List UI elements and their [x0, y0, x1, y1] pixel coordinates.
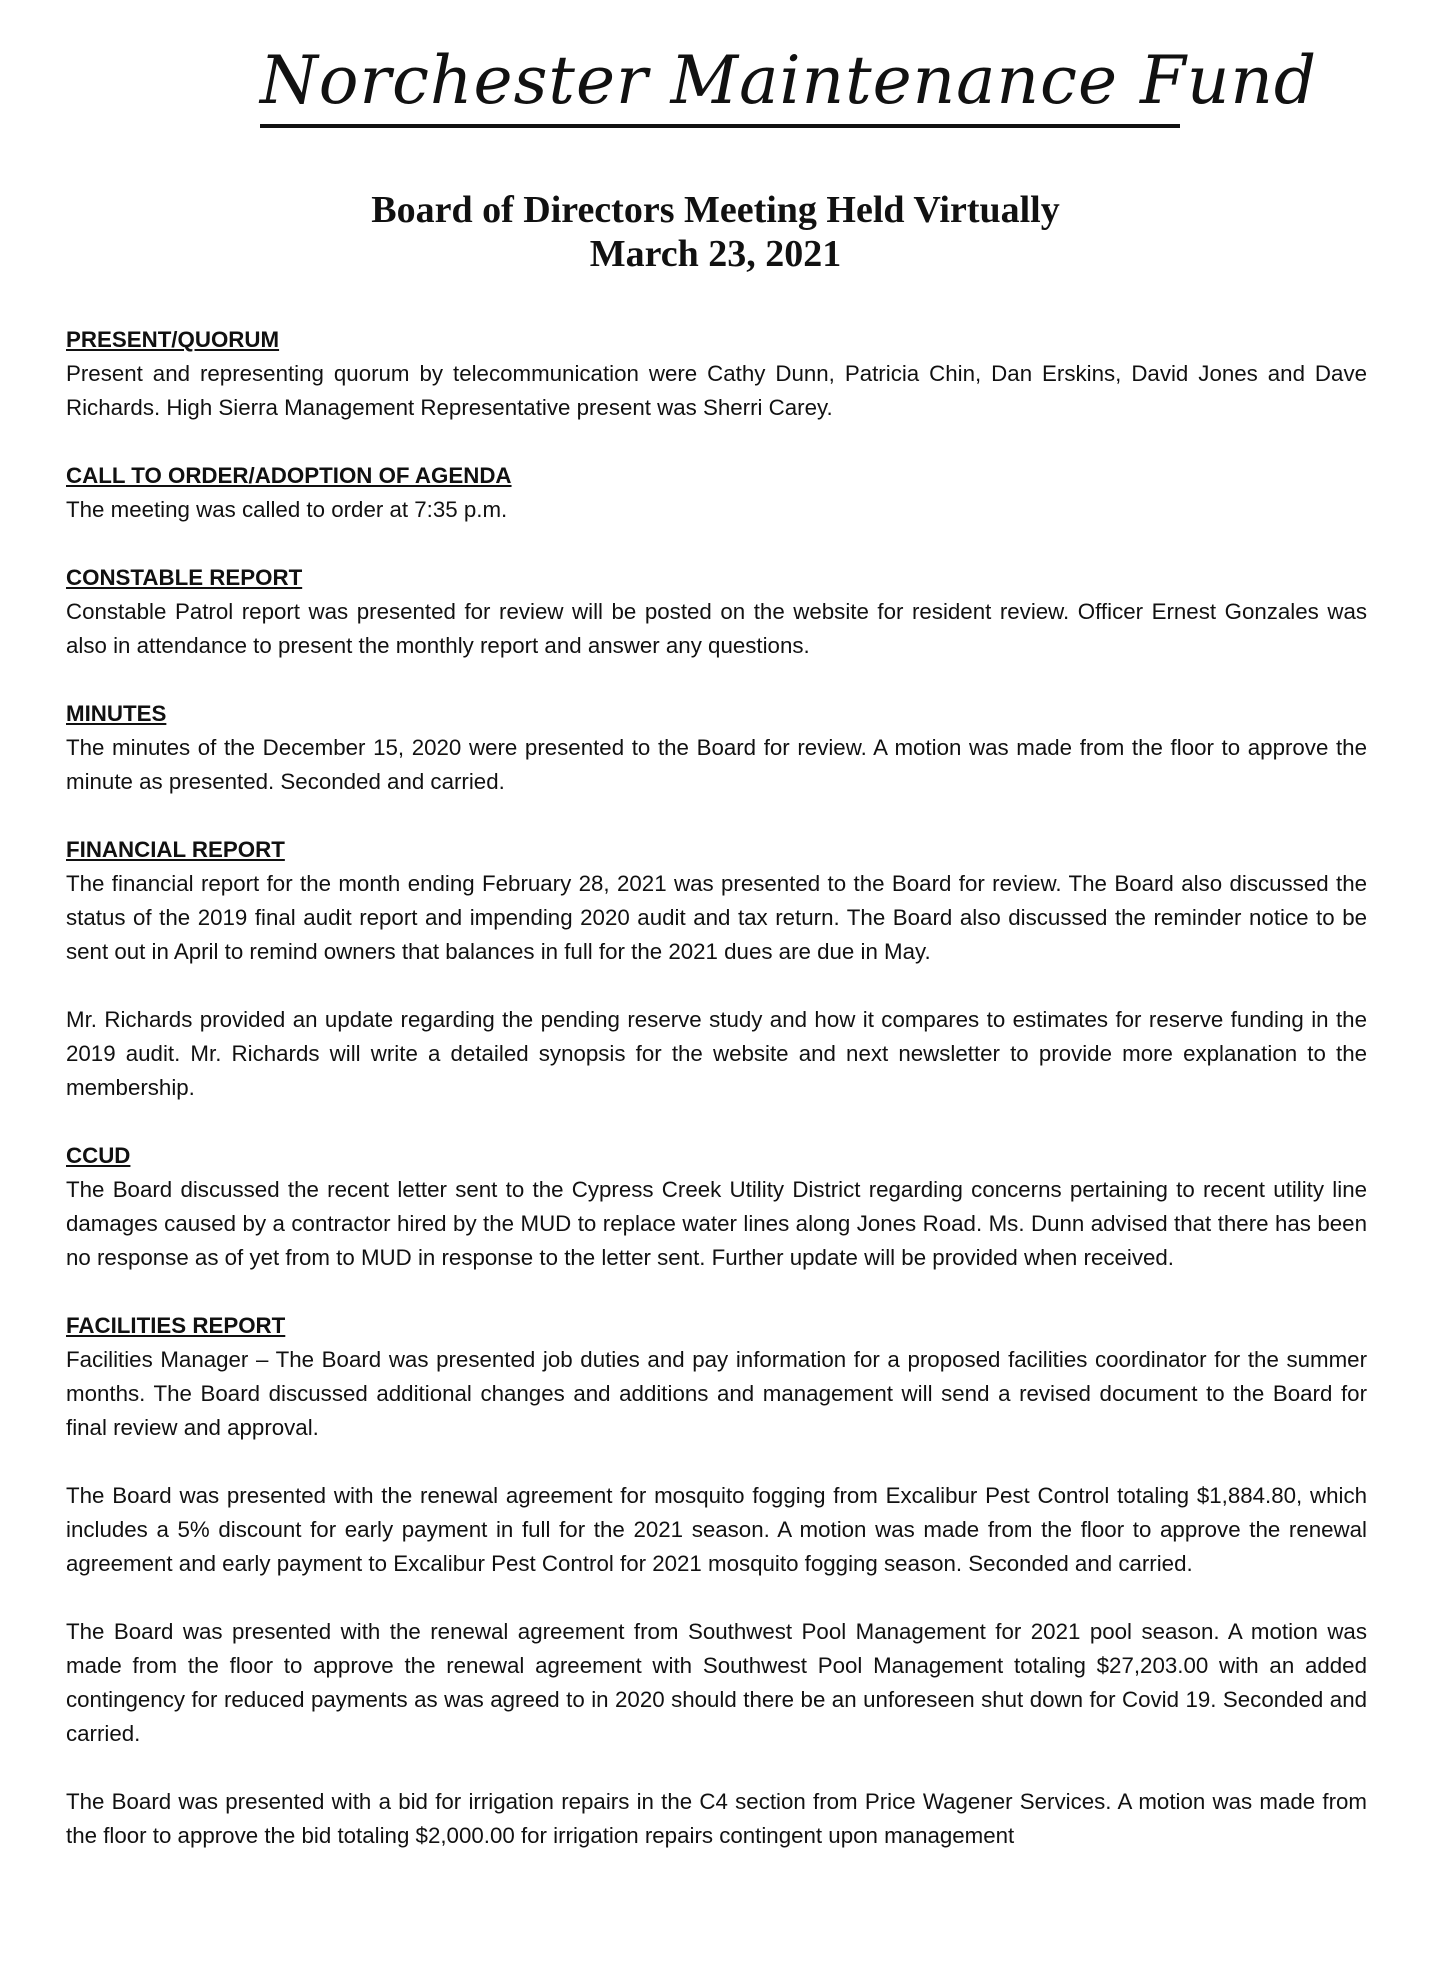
paragraph: The financial report for the month ending February 28, 2021 was presented to the Board for review. The Board also discussed the status of the 2019 final audit report and impending 2020 audit and tax return. The Board also discussed the reminder notice to be sent out in April to remind owners that balances in full for the 2021 dues are due in May. — [66, 871, 1367, 964]
paragraph: Facilities Manager – The Board was presented job duties and pay information for a proposed facilities coordinator for the summer months. The Board discussed additional changes and additions and management will send a revised document to the Board for final review and approval. — [66, 1347, 1367, 1440]
minutes-body — [66, 323, 1367, 1853]
paragraph: Present and representing quorum by telecommunication were Cathy Dunn, Patricia Chin, Dan Erskins, David Jones and Dave Richards. High Sierra Management Representative present was Sherri Carey. — [66, 361, 1367, 420]
paragraph: The Board was presented with the renewal agreement from Southwest Pool Management for 2021 pool season. A motion was made from the floor to approve the renewal agreement with Southwest Pool Management totaling $27,203.00 with an added contingency for reduced payments as was agreed to in 2020 should there be an unforeseen shut down for Covid 19. Seconded and carried. — [66, 1619, 1367, 1746]
masthead-rule — [260, 124, 1180, 128]
section-title-ccud: CCUD — [66, 1143, 131, 1168]
paragraph: The Board was presented with the renewal agreement for mosquito fogging from Excalibur Pest Control totaling $1,884.80, which includes a 5% discount for early payment in full for the 2021 season. A motion was made from the floor to approve the renewal agreement and early payment to Excalibur Pest Control for 2021 mosquito fogging season. Seconded and carried. — [66, 1483, 1367, 1576]
meeting-date: March 23, 2021 — [589, 233, 842, 275]
section-title-financial: FINANCIAL REPORT — [66, 837, 285, 862]
section-title-call-to-order: CALL TO ORDER/ADOPTION OF AGENDA — [66, 463, 512, 488]
meeting-title: Board of Directors Meeting Held Virtually — [371, 189, 1060, 231]
paragraph: The Board discussed the recent letter sent to the Cypress Creek Utility District regarding concerns pertaining to recent utility line damages caused by a contractor hired by the MUD to replace water lines along Jones Road. Ms. Dunn advised that there has been no response as of yet from to MUD in response to the letter sent. Further update will be provided when received. — [66, 1177, 1367, 1270]
masthead — [260, 40, 1318, 128]
paragraph: Mr. Richards provided an update regarding the pending reserve study and how it compares to estimates for reserve funding in the 2019 audit. Mr. Richards will write a detailed synopsis for the website and next newsletter to provide more explanation to the membership. — [66, 1007, 1367, 1100]
masthead-title: Norchester Maintenance Fund — [260, 42, 1318, 119]
section-title-minutes: MINUTES — [66, 701, 167, 726]
paragraph: The meeting was called to order at 7:35 p.m. — [66, 497, 508, 522]
section-title-facilities: FACILITIES REPORT — [66, 1313, 286, 1338]
meeting-heading — [0, 188, 1431, 276]
section-title-present: PRESENT/QUORUM — [66, 327, 280, 352]
paragraph: The Board was presented with a bid for irrigation repairs in the C4 section from Price Wagener Services. A motion was made from the floor to approve the bid totaling $2,000.00 for irrigation repairs contingent upon management — [66, 1789, 1367, 1848]
paragraph: Constable Patrol report was presented for review will be posted on the website for resident review. Officer Ernest Gonzales was also in attendance to present the monthly report and answer any questions. — [66, 599, 1367, 658]
paragraph: The minutes of the December 15, 2020 were presented to the Board for review. A motion was made from the floor to approve the minute as presented. Seconded and carried. — [66, 735, 1367, 794]
section-title-constable: CONSTABLE REPORT — [66, 565, 303, 590]
